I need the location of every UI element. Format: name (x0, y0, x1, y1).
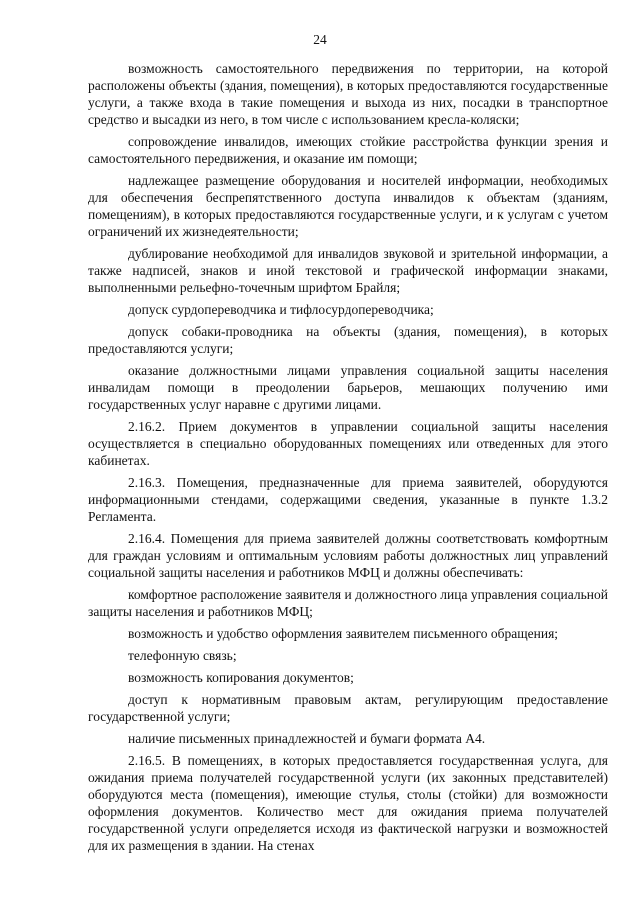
paragraph: 2.16.3. Помещения, предназначенные для приема заявителей, оборудуются информационными стендами, содержащими сведения, указанные в пункте 1.3.2 Регламента. (88, 475, 608, 524)
document-body (88, 60, 608, 854)
paragraph: 2.16.5. В помещениях, в которых предоставляется государственная услуга, для ожидания приема получателей государственной услуги (их законных представителей) оборудуются места (помещения), имеющие стулья, столы (стойки) для возможности оформления документов. Количество мест для ожидания приема получателей государственной услуги определяется исходя из фактической нагрузки и возможностей для их размещения в здании. На стенах (88, 753, 608, 853)
paragraph: 2.16.2. Прием документов в управлении социальной защиты населения осуществляется в специально оборудованных помещениях или отведенных для этого кабинетах. (88, 419, 608, 468)
paragraph: наличие письменных принадлежностей и бумаги формата А4. (128, 731, 486, 746)
paragraph: допуск сурдопереводчика и тифлосурдопереводчика; (128, 302, 434, 317)
paragraph: доступ к нормативным правовым актам, регулирующим предоставление государственной услуги; (88, 692, 608, 724)
paragraph: возможность копирования документов; (128, 670, 354, 685)
paragraph: возможность и удобство оформления заявителем письменного обращения; (128, 626, 559, 641)
paragraph: дублирование необходимой для инвалидов звуковой и зрительной информации, а также надписей, знаков и иной текстовой и графической информации знаками, выполненными рельефно-точечным шрифтом Брайля; (88, 246, 608, 295)
paragraph: допуск собаки-проводника на объекты (здания, помещения), в которых предоставляются услуги; (88, 324, 608, 356)
paragraph: надлежащее размещение оборудования и носителей информации, необходимых для обеспечения беспрепятственного доступа инвалидов к объектам (зданиям, помещениям), в которых предоставляются государственные услуги, и к услугам с учетом ограничений их жизнедеятельности; (88, 173, 608, 239)
paragraph: сопровождение инвалидов, имеющих стойкие расстройства функции зрения и самостоятельного передвижения, и оказание им помощи; (88, 134, 608, 166)
paragraph: комфортное расположение заявителя и должностного лица управления социальной защиты населения и работников МФЦ; (88, 587, 608, 619)
paragraph: возможность самостоятельного передвижения по территории, на которой расположены объекты (здания, помещения), в которых предоставляются государственные услуги, а также входа в такие помещения и выхода из них, посадки в транспортное средство и высадки из него, в том числе с использованием кресла-коляски; (88, 61, 608, 127)
paragraph: 2.16.4. Помещения для приема заявителей должны соответствовать комфортным для граждан условиям и оптимальным условиям работы должностных лиц управлений социальной защиты населения и работников МФЦ и должны обеспечивать: (88, 531, 608, 580)
paragraph: телефонную связь; (128, 648, 237, 663)
page-number: 24 (313, 32, 327, 47)
paragraph: оказание должностными лицами управления социальной защиты населения инвалидам помощи в преодолении барьеров, мешающих получению ими государственных услуг наравне с другими лицами. (88, 363, 608, 412)
